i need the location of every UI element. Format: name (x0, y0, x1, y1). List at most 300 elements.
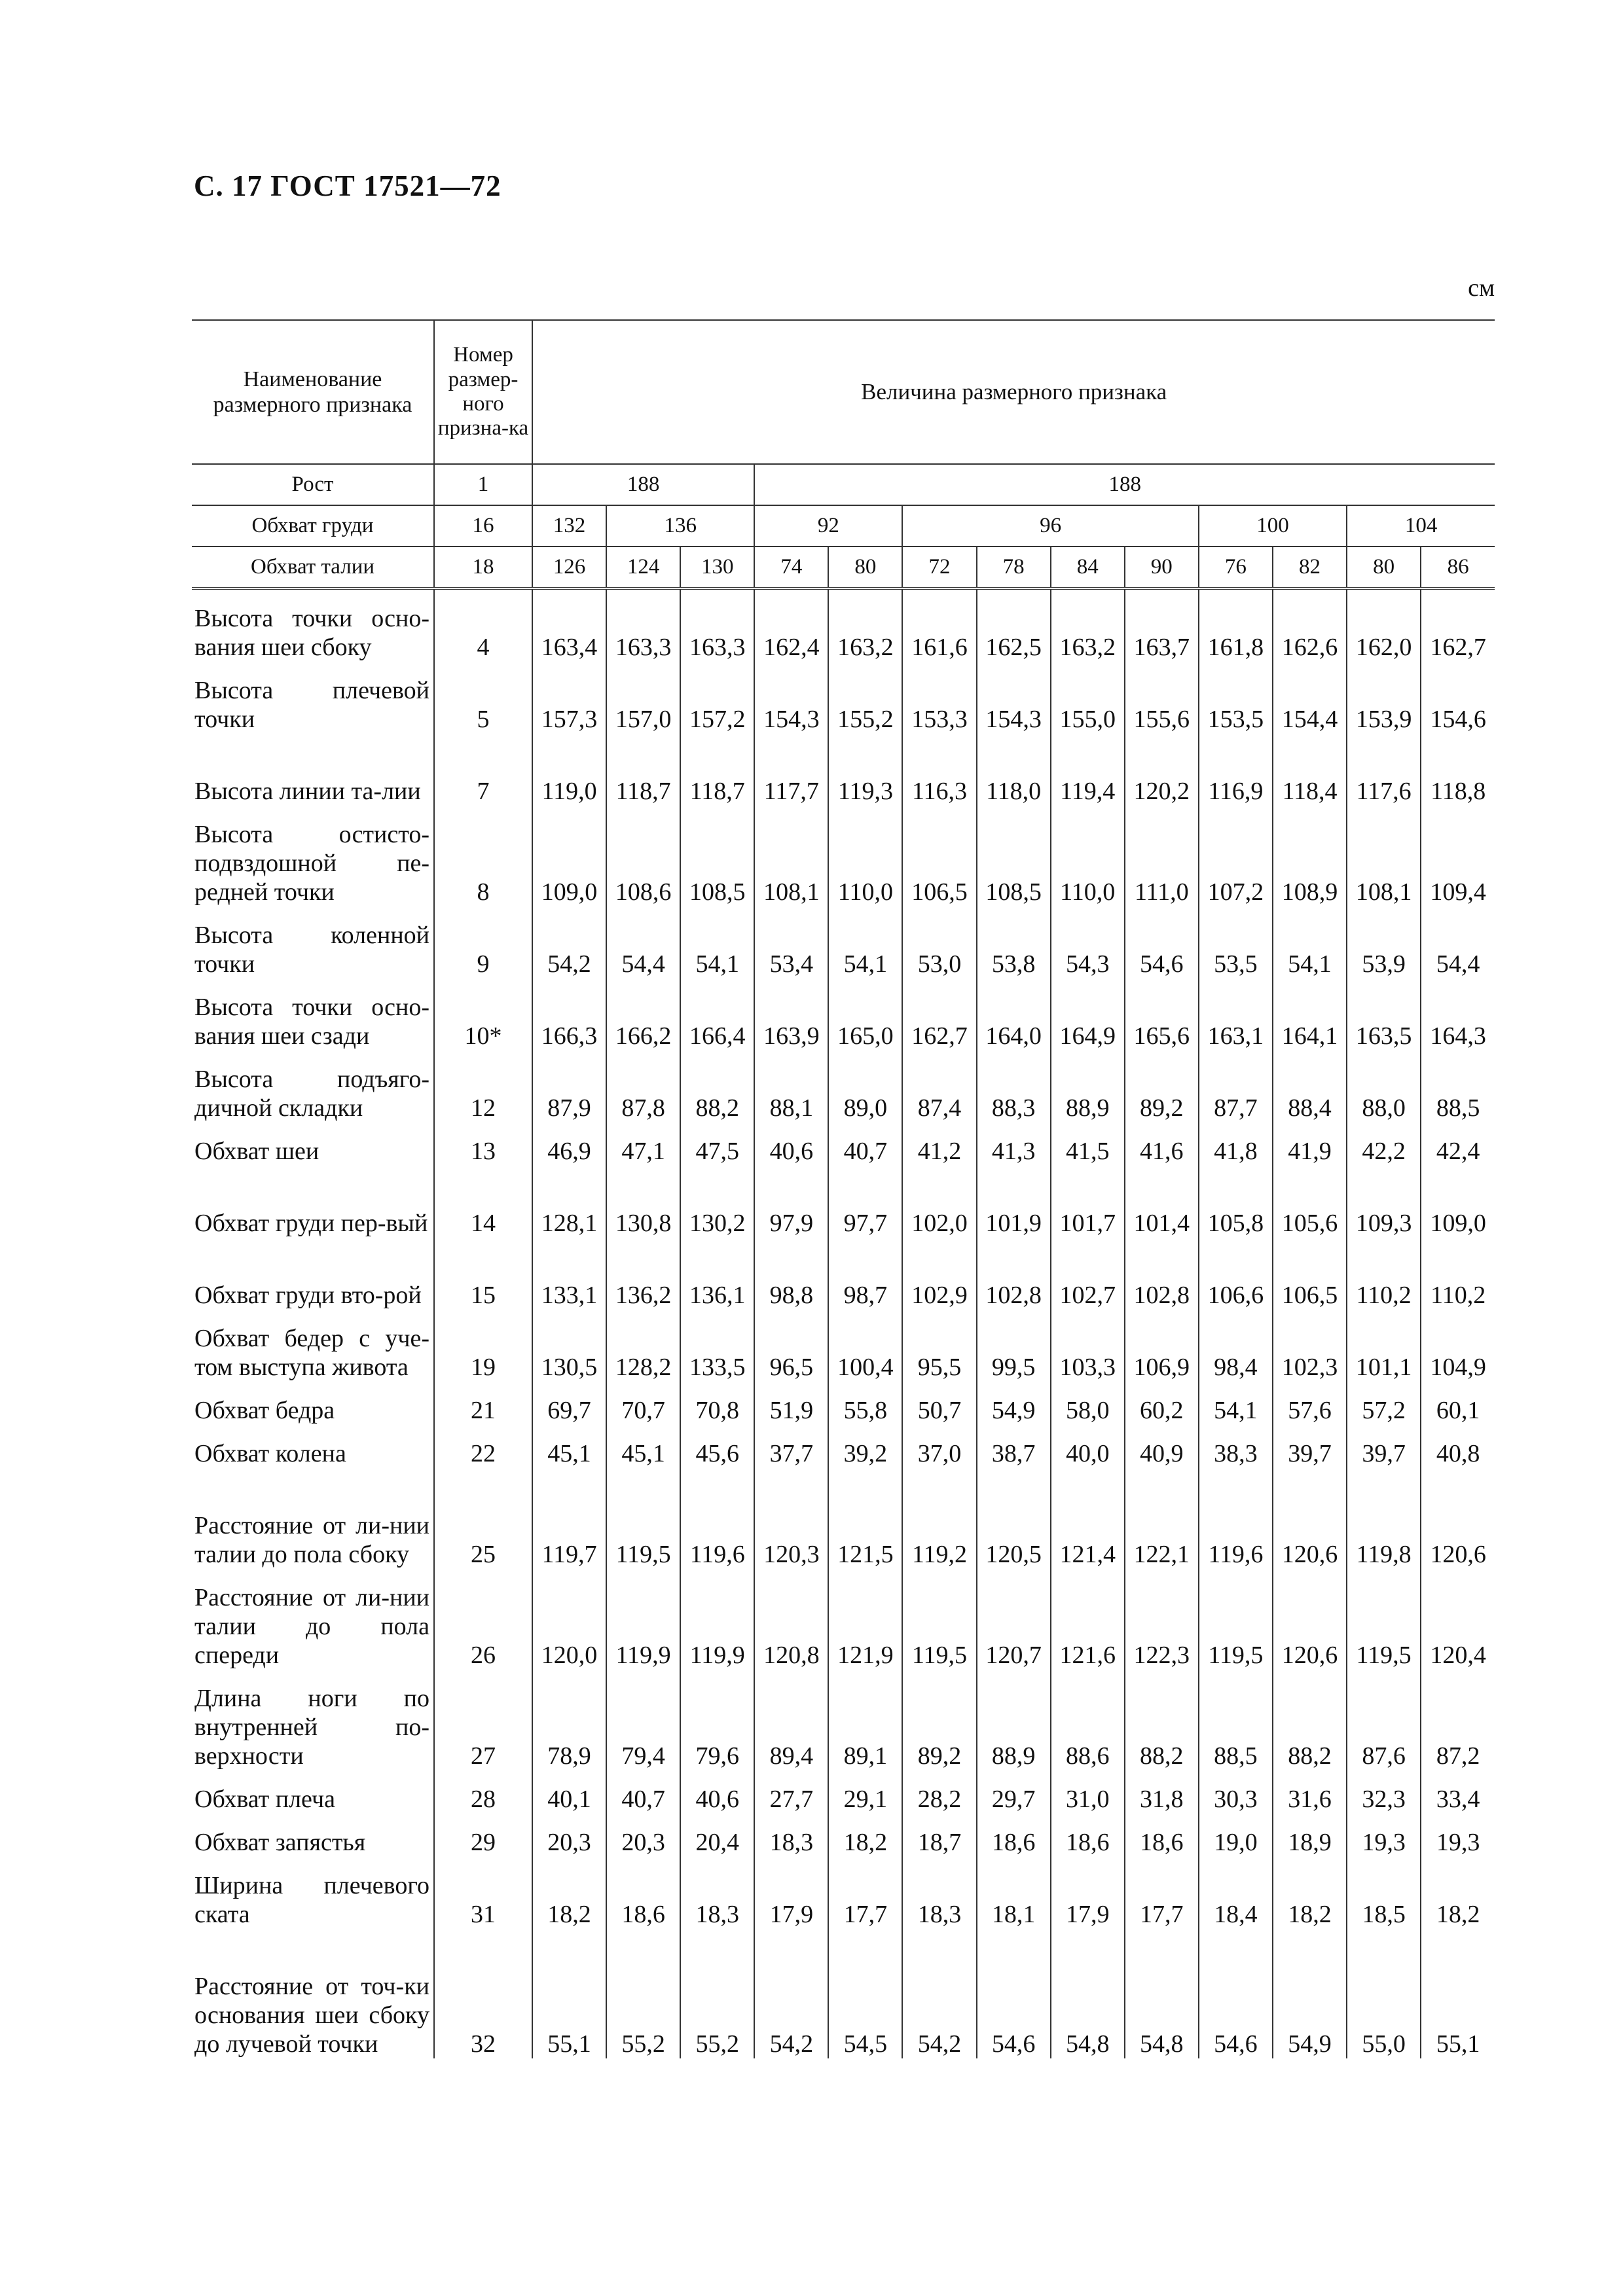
row-value: 38,7 (977, 1425, 1051, 1468)
row-value: 117,6 (1347, 734, 1421, 806)
measurements-table (192, 319, 1495, 2058)
row-value: 40,0 (1051, 1425, 1125, 1468)
row-value: 88,0 (1347, 1050, 1421, 1122)
row-value: 88,2 (680, 1050, 754, 1122)
row-value: 18,6 (1051, 1814, 1125, 1857)
row-value: 45,1 (606, 1425, 680, 1468)
unit-label: см (1468, 274, 1495, 302)
row-value: 55,1 (532, 1929, 606, 2058)
row-value: 87,2 (1421, 1670, 1495, 1770)
row-value: 53,0 (902, 906, 976, 978)
height-number: 1 (434, 464, 532, 505)
row-value: 60,1 (1421, 1382, 1495, 1425)
row-name: Обхват запястья (194, 1829, 366, 1856)
row-value: 117,7 (754, 734, 828, 806)
row-value: 110,0 (828, 806, 902, 906)
row-value: 54,2 (532, 906, 606, 978)
row-value: 121,9 (828, 1569, 902, 1670)
row-value: 41,8 (1199, 1122, 1273, 1166)
row-number: 15 (434, 1238, 532, 1310)
table-row (192, 1310, 1495, 1382)
table-row (192, 1122, 1495, 1166)
row-value: 110,0 (1051, 806, 1125, 906)
row-value: 162,5 (977, 588, 1051, 662)
row-value: 108,9 (1273, 806, 1347, 906)
row-value: 87,6 (1347, 1670, 1421, 1770)
row-value: 166,3 (532, 978, 606, 1050)
chest-value: 104 (1347, 505, 1495, 547)
row-value: 106,5 (902, 806, 976, 906)
row-number: 25 (434, 1468, 532, 1569)
table-row (192, 1238, 1495, 1310)
row-value: 38,3 (1199, 1425, 1273, 1468)
row-value: 118,4 (1273, 734, 1347, 806)
row-value: 40,6 (680, 1770, 754, 1814)
row-value: 89,2 (902, 1670, 976, 1770)
row-value: 130,2 (680, 1166, 754, 1238)
row-value: 54,1 (1273, 906, 1347, 978)
row-value: 154,6 (1421, 662, 1495, 734)
row-value: 87,7 (1199, 1050, 1273, 1122)
header-number-column (434, 320, 532, 464)
row-value: 133,1 (532, 1238, 606, 1310)
row-value: 102,0 (902, 1166, 976, 1238)
row-value: 54,6 (977, 1929, 1051, 2058)
row-value: 119,7 (532, 1468, 606, 1569)
row-value: 95,5 (902, 1310, 976, 1382)
row-value: 106,9 (1125, 1310, 1199, 1382)
row-value: 119,9 (680, 1569, 754, 1670)
table-row (192, 1382, 1495, 1425)
table-row (192, 806, 1495, 906)
row-value: 119,4 (1051, 734, 1125, 806)
header-value-column: Величина размерного признака (532, 320, 1495, 464)
row-name: Высота коленной точки (194, 922, 429, 978)
chest-number: 16 (434, 505, 532, 547)
table-row (192, 1770, 1495, 1814)
row-name: Высота точки осно-вания шеи сбоку (194, 605, 429, 661)
row-value: 32,3 (1347, 1770, 1421, 1814)
row-value: 41,9 (1273, 1122, 1347, 1166)
row-value: 153,5 (1199, 662, 1273, 734)
row-value: 119,6 (680, 1468, 754, 1569)
row-value: 41,5 (1051, 1122, 1125, 1166)
row-value: 157,2 (680, 662, 754, 734)
row-value: 164,3 (1421, 978, 1495, 1050)
row-value: 164,9 (1051, 978, 1125, 1050)
row-value: 118,7 (680, 734, 754, 806)
row-number: 32 (434, 1929, 532, 2058)
table-row (192, 1425, 1495, 1468)
row-value: 87,8 (606, 1050, 680, 1122)
row-value: 162,7 (902, 978, 976, 1050)
row-value: 120,3 (754, 1468, 828, 1569)
row-value: 37,7 (754, 1425, 828, 1468)
row-value: 54,8 (1051, 1929, 1125, 2058)
row-value: 18,3 (680, 1857, 754, 1929)
row-value: 162,0 (1347, 588, 1421, 662)
row-name: Расстояние от ли-нии талии до пола сбоку (194, 1512, 429, 1568)
row-value: 20,3 (532, 1814, 606, 1857)
row-value: 108,1 (754, 806, 828, 906)
row-value: 100,4 (828, 1310, 902, 1382)
row-value: 88,2 (1273, 1670, 1347, 1770)
row-name: Ширина плечевого ската (194, 1872, 429, 1928)
row-name: Расстояние от ли-нии талии до пола спереди (194, 1584, 429, 1669)
row-number: 31 (434, 1857, 532, 1929)
row-value: 119,5 (1347, 1569, 1421, 1670)
table-row (192, 1166, 1495, 1238)
row-name: Высота точки осно-вания шеи сзади (194, 994, 429, 1050)
row-number: 19 (434, 1310, 532, 1382)
row-value: 157,3 (532, 662, 606, 734)
row-value: 88,5 (1421, 1050, 1495, 1122)
waist-value: 72 (902, 547, 976, 588)
row-value: 39,7 (1273, 1425, 1347, 1468)
row-value: 54,2 (902, 1929, 976, 2058)
row-value: 53,5 (1199, 906, 1273, 978)
row-value: 57,6 (1273, 1382, 1347, 1425)
row-number: 8 (434, 806, 532, 906)
row-value: 28,2 (902, 1770, 976, 1814)
row-value: 31,8 (1125, 1770, 1199, 1814)
row-number: 4 (434, 588, 532, 662)
chest-value: 96 (902, 505, 1198, 547)
row-value: 163,9 (754, 978, 828, 1050)
row-value: 89,2 (1125, 1050, 1199, 1122)
row-value: 55,0 (1347, 1929, 1421, 2058)
row-value: 70,8 (680, 1382, 754, 1425)
row-value: 89,4 (754, 1670, 828, 1770)
row-value: 58,0 (1051, 1382, 1125, 1425)
row-value: 17,7 (828, 1857, 902, 1929)
table-row (192, 662, 1495, 734)
row-value: 122,3 (1125, 1569, 1199, 1670)
waist-value: 84 (1051, 547, 1125, 588)
row-value: 54,3 (1051, 906, 1125, 978)
row-value: 37,0 (902, 1425, 976, 1468)
row-value: 166,2 (606, 978, 680, 1050)
row-value: 54,1 (680, 906, 754, 978)
row-value: 69,7 (532, 1382, 606, 1425)
row-value: 161,8 (1199, 588, 1273, 662)
row-value: 163,7 (1125, 588, 1199, 662)
row-value: 40,1 (532, 1770, 606, 1814)
row-value: 163,4 (532, 588, 606, 662)
row-value: 45,6 (680, 1425, 754, 1468)
row-value: 107,2 (1199, 806, 1273, 906)
row-value: 88,4 (1273, 1050, 1347, 1122)
chest-value: 92 (754, 505, 902, 547)
row-value: 101,4 (1125, 1166, 1199, 1238)
row-value: 88,5 (1199, 1670, 1273, 1770)
waist-value: 78 (977, 547, 1051, 588)
row-value: 136,1 (680, 1238, 754, 1310)
row-value: 162,6 (1273, 588, 1347, 662)
row-value: 102,7 (1051, 1238, 1125, 1310)
table-row (192, 1929, 1495, 2058)
row-value: 51,9 (754, 1382, 828, 1425)
row-value: 118,0 (977, 734, 1051, 806)
row-number: 14 (434, 1166, 532, 1238)
row-value: 162,4 (754, 588, 828, 662)
row-value: 54,2 (754, 1929, 828, 2058)
row-value: 40,7 (828, 1122, 902, 1166)
row-value: 164,1 (1273, 978, 1347, 1050)
row-number: 28 (434, 1770, 532, 1814)
row-value: 20,3 (606, 1814, 680, 1857)
row-value: 163,1 (1199, 978, 1273, 1050)
row-value: 98,8 (754, 1238, 828, 1310)
row-value: 130,5 (532, 1310, 606, 1382)
row-value: 165,0 (828, 978, 902, 1050)
row-value: 18,1 (977, 1857, 1051, 1929)
row-value: 110,2 (1347, 1238, 1421, 1310)
table-row (192, 978, 1495, 1050)
row-value: 54,4 (1421, 906, 1495, 978)
row-value: 157,0 (606, 662, 680, 734)
row-value: 136,2 (606, 1238, 680, 1310)
row-value: 163,2 (1051, 588, 1125, 662)
height-value: 188 (754, 464, 1495, 505)
row-value: 119,5 (606, 1468, 680, 1569)
measurements-body (192, 588, 1495, 2058)
row-value: 54,6 (1199, 1929, 1273, 2058)
row-number: 7 (434, 734, 532, 806)
row-value: 120,7 (977, 1569, 1051, 1670)
row-value: 120,6 (1273, 1468, 1347, 1569)
row-value: 79,4 (606, 1670, 680, 1770)
row-value: 88,6 (1051, 1670, 1125, 1770)
row-value: 18,7 (902, 1814, 976, 1857)
table-row (192, 1569, 1495, 1670)
row-value: 87,4 (902, 1050, 976, 1122)
row-value: 18,5 (1347, 1857, 1421, 1929)
chest-label: Обхват груди (192, 505, 434, 547)
row-value: 20,4 (680, 1814, 754, 1857)
waist-value: 74 (754, 547, 828, 588)
row-value: 40,8 (1421, 1425, 1495, 1468)
row-value: 154,3 (977, 662, 1051, 734)
row-value: 79,6 (680, 1670, 754, 1770)
row-value: 55,2 (680, 1929, 754, 2058)
row-value: 55,2 (606, 1929, 680, 2058)
chest-value: 100 (1199, 505, 1347, 547)
row-value: 163,5 (1347, 978, 1421, 1050)
row-value: 155,6 (1125, 662, 1199, 734)
waist-label: Обхват талии (192, 547, 434, 588)
waist-value: 86 (1421, 547, 1495, 588)
row-value: 17,9 (754, 1857, 828, 1929)
row-name: Длина ноги по внутренней по-верхности (194, 1685, 429, 1770)
row-value: 18,2 (532, 1857, 606, 1929)
row-value: 120,2 (1125, 734, 1199, 806)
row-value: 54,4 (606, 906, 680, 978)
waist-row (192, 547, 1495, 588)
row-value: 31,0 (1051, 1770, 1125, 1814)
row-value: 42,4 (1421, 1122, 1495, 1166)
row-number: 9 (434, 906, 532, 978)
row-value: 163,3 (680, 588, 754, 662)
row-value: 31,6 (1273, 1770, 1347, 1814)
row-value: 88,2 (1125, 1670, 1199, 1770)
row-value: 163,2 (828, 588, 902, 662)
row-value: 119,3 (828, 734, 902, 806)
row-value: 30,3 (1199, 1770, 1273, 1814)
row-name: Обхват бедра (194, 1397, 335, 1424)
row-value: 101,1 (1347, 1310, 1421, 1382)
row-number: 12 (434, 1050, 532, 1122)
row-value: 39,2 (828, 1425, 902, 1468)
row-name: Обхват груди пер-вый (194, 1210, 428, 1237)
row-value: 162,7 (1421, 588, 1495, 662)
row-value: 119,8 (1347, 1468, 1421, 1569)
waist-value: 76 (1199, 547, 1273, 588)
row-value: 121,4 (1051, 1468, 1125, 1569)
row-name: Расстояние от точ-ки основания шеи сбоку до лучевой точки (194, 1973, 429, 2058)
row-number: 29 (434, 1814, 532, 1857)
row-value: 116,9 (1199, 734, 1273, 806)
row-value: 105,8 (1199, 1166, 1273, 1238)
chest-value: 136 (606, 505, 754, 547)
page-header: С. 17 ГОСТ 17521—72 (194, 170, 501, 202)
row-value: 53,4 (754, 906, 828, 978)
row-value: 119,0 (532, 734, 606, 806)
row-value: 108,5 (680, 806, 754, 906)
row-value: 163,3 (606, 588, 680, 662)
row-value: 54,9 (977, 1382, 1051, 1425)
header-number-label: Номер размер-ного призна-ка (437, 343, 529, 440)
row-name: Высота линии та-лии (194, 778, 421, 805)
table-row (192, 734, 1495, 806)
row-value: 121,6 (1051, 1569, 1125, 1670)
row-value: 55,8 (828, 1382, 902, 1425)
row-value: 155,0 (1051, 662, 1125, 734)
height-row (192, 464, 1495, 505)
row-value: 119,9 (606, 1569, 680, 1670)
row-value: 120,4 (1421, 1569, 1495, 1670)
waist-value: 80 (1347, 547, 1421, 588)
row-name: Высота подъяго-дичной складки (194, 1066, 429, 1122)
row-value: 101,9 (977, 1166, 1051, 1238)
row-name: Высота плечевой точки (194, 677, 429, 733)
row-value: 102,8 (977, 1238, 1051, 1310)
table-row (192, 1050, 1495, 1122)
table-row (192, 1814, 1495, 1857)
row-value: 161,6 (902, 588, 976, 662)
row-value: 19,0 (1199, 1814, 1273, 1857)
chest-row (192, 505, 1495, 547)
row-number: 10* (434, 978, 532, 1050)
header-name-column: Наименование размерного признака (192, 320, 434, 464)
row-value: 54,8 (1125, 1929, 1199, 2058)
row-value: 164,0 (977, 978, 1051, 1050)
row-name: Высота остисто-подвздошной пе-редней точки (194, 821, 429, 906)
row-value: 108,5 (977, 806, 1051, 906)
row-value: 133,5 (680, 1310, 754, 1382)
row-number: 22 (434, 1425, 532, 1468)
row-value: 98,7 (828, 1238, 902, 1310)
row-value: 41,6 (1125, 1122, 1199, 1166)
row-value: 54,1 (1199, 1382, 1273, 1425)
row-value: 98,4 (1199, 1310, 1273, 1382)
row-value: 106,6 (1199, 1238, 1273, 1310)
row-value: 18,3 (754, 1814, 828, 1857)
row-value: 116,3 (902, 734, 976, 806)
row-value: 17,9 (1051, 1857, 1125, 1929)
row-value: 109,3 (1347, 1166, 1421, 1238)
row-value: 128,2 (606, 1310, 680, 1382)
row-value: 47,1 (606, 1122, 680, 1166)
row-name: Обхват груди вто-рой (194, 1282, 422, 1309)
waist-value: 80 (828, 547, 902, 588)
row-value: 119,5 (902, 1569, 976, 1670)
waist-value: 90 (1125, 547, 1199, 588)
row-value: 103,3 (1051, 1310, 1125, 1382)
row-value: 111,0 (1125, 806, 1199, 906)
row-number: 21 (434, 1382, 532, 1425)
row-value: 18,6 (606, 1857, 680, 1929)
row-value: 29,7 (977, 1770, 1051, 1814)
row-value: 105,6 (1273, 1166, 1347, 1238)
row-value: 118,7 (606, 734, 680, 806)
row-value: 109,4 (1421, 806, 1495, 906)
row-value: 119,2 (902, 1468, 976, 1569)
row-value: 119,5 (1199, 1569, 1273, 1670)
row-value: 130,8 (606, 1166, 680, 1238)
row-value: 19,3 (1347, 1814, 1421, 1857)
row-value: 88,1 (754, 1050, 828, 1122)
row-value: 40,9 (1125, 1425, 1199, 1468)
row-value: 53,9 (1347, 906, 1421, 978)
table-row (192, 1468, 1495, 1569)
row-value: 41,3 (977, 1122, 1051, 1166)
row-value: 29,1 (828, 1770, 902, 1814)
row-value: 119,6 (1199, 1468, 1273, 1569)
row-value: 120,6 (1273, 1569, 1347, 1670)
row-value: 120,6 (1421, 1468, 1495, 1569)
row-value: 18,2 (828, 1814, 902, 1857)
row-value: 87,9 (532, 1050, 606, 1122)
row-value: 19,3 (1421, 1814, 1495, 1857)
row-value: 57,2 (1347, 1382, 1421, 1425)
row-value: 102,9 (902, 1238, 976, 1310)
row-value: 153,9 (1347, 662, 1421, 734)
row-value: 54,9 (1273, 1929, 1347, 2058)
row-value: 101,7 (1051, 1166, 1125, 1238)
row-value: 154,3 (754, 662, 828, 734)
row-value: 39,7 (1347, 1425, 1421, 1468)
chest-value: 132 (532, 505, 606, 547)
row-value: 108,1 (1347, 806, 1421, 906)
row-value: 118,8 (1421, 734, 1495, 806)
waist-value: 130 (680, 547, 754, 588)
row-value: 88,9 (977, 1670, 1051, 1770)
row-value: 97,7 (828, 1166, 902, 1238)
row-value: 166,4 (680, 978, 754, 1050)
row-value: 18,2 (1273, 1857, 1347, 1929)
row-value: 46,9 (532, 1122, 606, 1166)
row-value: 17,7 (1125, 1857, 1199, 1929)
waist-value: 82 (1273, 547, 1347, 588)
row-value: 88,9 (1051, 1050, 1125, 1122)
waist-value: 126 (532, 547, 606, 588)
row-value: 122,1 (1125, 1468, 1199, 1569)
row-number: 13 (434, 1122, 532, 1166)
row-value: 41,2 (902, 1122, 976, 1166)
row-value: 18,2 (1421, 1857, 1495, 1929)
row-name: Обхват колена (194, 1440, 346, 1467)
